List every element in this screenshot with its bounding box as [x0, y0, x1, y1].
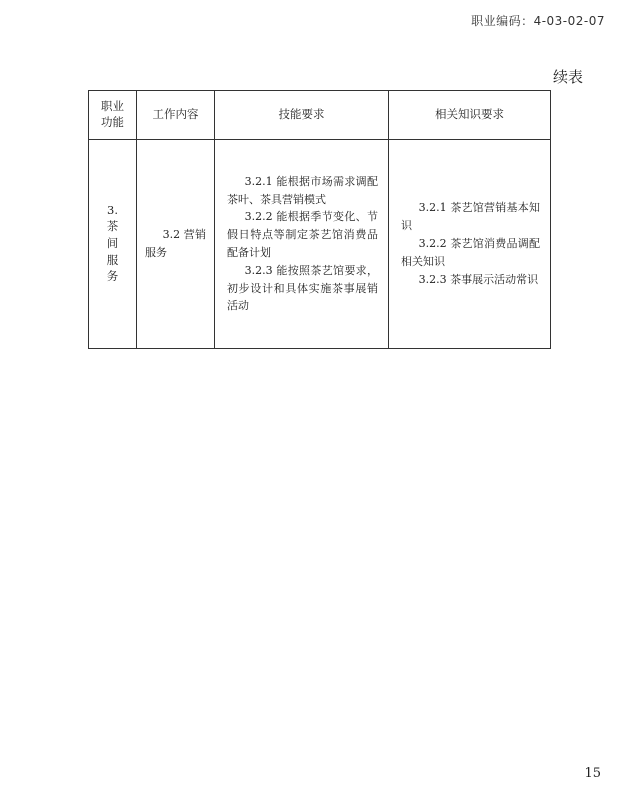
table-row	[89, 140, 551, 349]
cell-function	[89, 140, 137, 349]
skill-requirements-table	[88, 90, 551, 349]
skill-item: 3.2.3 能按照茶艺馆要求，初步设计和具体实施茶事展销活动	[227, 263, 378, 313]
function-label: 3.茶间服务	[106, 202, 119, 284]
work-content-text: 3.2 营销服务	[145, 228, 206, 259]
header-work-content: 工作内容	[137, 91, 215, 140]
cell-skill-requirements	[215, 140, 389, 349]
page-number: 15	[584, 766, 601, 781]
skill-item: 3.2.1 能根据市场需求调配茶叶、茶具营销模式	[227, 174, 378, 206]
occupation-code: 职业编码：4-03-02-07	[471, 14, 605, 28]
header-skill-requirements: 技能要求	[215, 91, 389, 140]
header-knowledge-requirements: 相关知识要求	[389, 91, 551, 140]
skill-item: 3.2.2 能根据季节变化、节假日特点等制定茶艺馆消费品配备计划	[227, 210, 378, 259]
knowledge-item: 3.2.1 茶艺馆营销基本知识	[401, 201, 540, 233]
continued-table-label: 续表	[552, 68, 583, 86]
cell-knowledge-requirements	[389, 140, 551, 349]
cell-work-content	[137, 140, 215, 349]
header-function: 职业功能	[89, 91, 137, 140]
knowledge-item: 3.2.2 茶艺馆消费品调配相关知识	[401, 237, 540, 268]
knowledge-item: 3.2.3 茶事展示活动常识	[418, 272, 539, 286]
table-header-row	[89, 91, 551, 140]
